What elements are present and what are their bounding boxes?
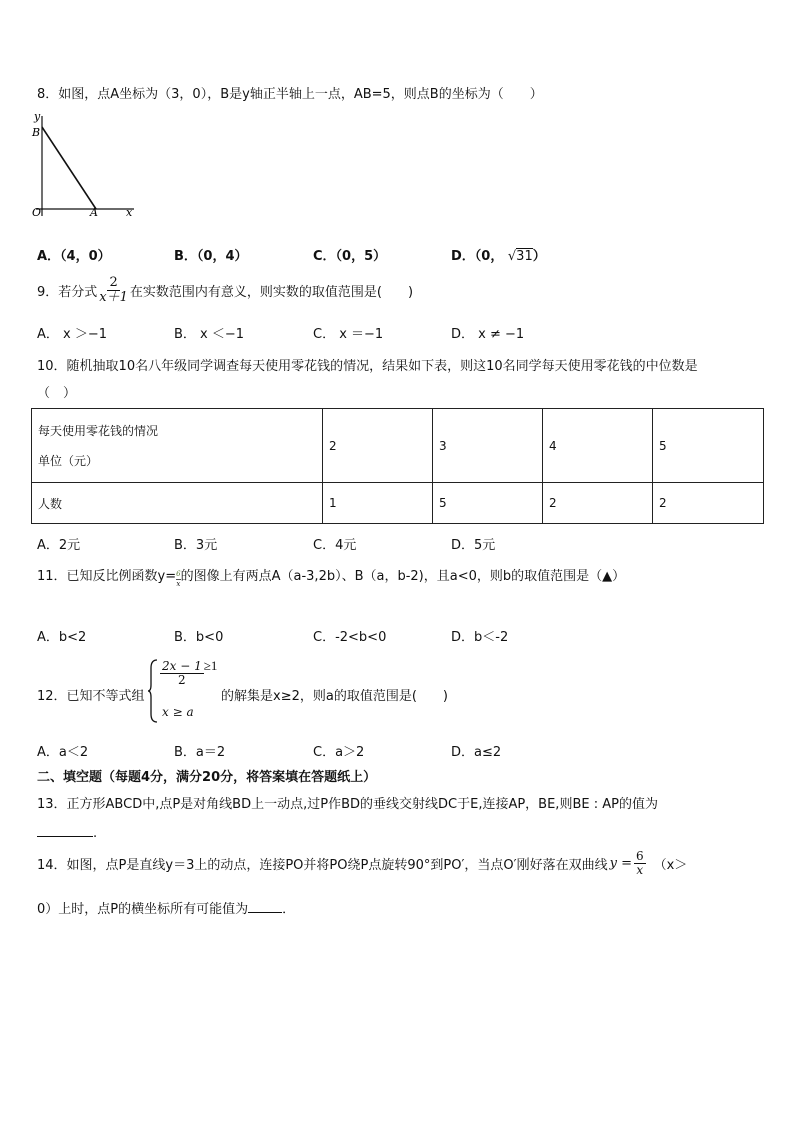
q11-option-a[interactable]: A．b<2 bbox=[37, 630, 87, 645]
q12-ineq2: x ≥ a bbox=[162, 705, 194, 719]
q9-frac-den: x＋1 bbox=[99, 289, 128, 305]
q10-option-a[interactable]: A．2元 bbox=[37, 538, 81, 553]
section-2-title: 二、填空题（每题4分，满分20分，将答案填在答题纸上） bbox=[37, 770, 377, 785]
table-cell: 5 bbox=[653, 409, 764, 483]
q12-prefix: 12．已知不等式组 bbox=[37, 689, 145, 704]
q14-eq-lhs: y = bbox=[609, 855, 632, 871]
q11-frac-den: x bbox=[176, 580, 181, 588]
label-o: O bbox=[32, 206, 42, 219]
table-row bbox=[32, 409, 764, 483]
q10-option-c[interactable]: C．4元 bbox=[313, 538, 357, 553]
q11-option-c[interactable]: C．-2<b<0 bbox=[313, 630, 387, 645]
table-row bbox=[32, 483, 764, 524]
q9-fraction bbox=[97, 276, 130, 304]
q9-option-c[interactable]: C． x ＝−1 bbox=[313, 327, 384, 342]
q14-after: （x＞ bbox=[653, 857, 688, 873]
q9-option-d[interactable]: D． x ≠ −1 bbox=[451, 327, 525, 342]
q8-option-d-label: D．（0， bbox=[451, 249, 504, 264]
q12-ineq1-rel: ≥1 bbox=[203, 658, 218, 674]
brace-icon bbox=[147, 658, 159, 724]
table-cell: 人数 bbox=[32, 483, 323, 524]
q9-prefix: 9．若分式 bbox=[37, 284, 98, 300]
q9-frac-num: 2 bbox=[109, 275, 118, 290]
label-b: B bbox=[32, 126, 41, 139]
q8-option-d-radicand: 31 bbox=[516, 249, 533, 264]
q13-text: 13．正方形ABCD中,点P是对角线BD上一动点,过P作BD的垂线交射线DC于E,连接AP，BE,则BE : AP的值为 bbox=[37, 797, 658, 812]
q9-option-b[interactable]: B． x ＜−1 bbox=[174, 327, 245, 342]
q11-stem bbox=[37, 565, 625, 589]
q13-answer-line[interactable] bbox=[37, 822, 97, 841]
segment-ab bbox=[42, 127, 96, 209]
q14-blank[interactable] bbox=[248, 899, 282, 913]
table-header-line1: 每天使用零花钱的情况 bbox=[38, 423, 159, 438]
q11-option-d[interactable]: D．b＜-2 bbox=[451, 630, 509, 645]
table-cell: 3 bbox=[433, 409, 543, 483]
table-cell: 2 bbox=[323, 409, 433, 483]
q8-option-b[interactable]: B．（0，4） bbox=[174, 249, 248, 264]
q14-prefix: 14．如图，点P是直线y＝3上的动点，连接PO并将PO绕P点旋转90°到PO′，当点O′刚好落在双曲线 bbox=[37, 857, 608, 873]
q14-fraction bbox=[634, 850, 646, 876]
label-a: A bbox=[90, 206, 98, 219]
q8-option-a[interactable]: A．（4，0） bbox=[37, 249, 111, 264]
table-cell: 5 bbox=[433, 483, 543, 524]
q11-suffix: 的图像上有两点A（a-3,2b）、B（a，b-2)，且a<0，则b的取值范围是（▲） bbox=[180, 569, 626, 584]
q10-option-b[interactable]: B．3元 bbox=[174, 538, 218, 553]
q14-end: ． bbox=[282, 902, 296, 917]
q8-figure bbox=[30, 108, 140, 220]
q12-option-a[interactable]: A．a＜2 bbox=[37, 745, 89, 760]
label-x: x bbox=[126, 206, 133, 219]
table-cell: 2 bbox=[543, 483, 653, 524]
q12-ineq1-fraction bbox=[160, 660, 204, 686]
table-cell: 1 bbox=[323, 483, 433, 524]
q12-ineq1 bbox=[160, 660, 217, 686]
q11-option-b[interactable]: B．b<0 bbox=[174, 630, 224, 645]
q8-option-d[interactable] bbox=[451, 245, 546, 264]
q10-paren: （ ） bbox=[37, 386, 77, 401]
label-y: y bbox=[34, 110, 41, 123]
q9-suffix: 在实数范围内有意义，则实数的取值范围是( ) bbox=[129, 284, 414, 300]
q10-table bbox=[31, 408, 764, 524]
q13-end: . bbox=[93, 826, 98, 841]
q13-blank[interactable] bbox=[37, 822, 93, 837]
q11-prefix: 11．已知反比例函数y= bbox=[37, 569, 177, 584]
table-cell: 4 bbox=[543, 409, 653, 483]
q14-frac-num: 6 bbox=[635, 849, 644, 863]
q11-frac-num: 6 bbox=[176, 570, 181, 578]
q8-text: 8．如图，点A坐标为（3，0），B是y轴正半轴上一点，AB=5，则点B的坐标为（ ） bbox=[37, 87, 543, 102]
table-cell: 2 bbox=[653, 483, 764, 524]
q10-text: 10．随机抽取10名八年级同学调查每天使用零花钱的情况，结果如下表，则这10名同学每天使用零花钱的中位数是 bbox=[37, 359, 698, 374]
q10-option-d[interactable]: D．5元 bbox=[451, 538, 496, 553]
q8-option-d-close: ） bbox=[532, 249, 546, 264]
q14-line2-wrap bbox=[37, 898, 295, 917]
q12-option-b[interactable]: B．a＝2 bbox=[174, 745, 226, 760]
q9-stem bbox=[37, 276, 413, 304]
q12-ineq1-num: 2x − 1 bbox=[162, 659, 202, 673]
q14-line1 bbox=[37, 850, 687, 876]
table-header-cell bbox=[32, 409, 323, 483]
q8-option-c[interactable]: C．（0，5） bbox=[313, 249, 387, 264]
table-header-line2: 单位（元） bbox=[38, 453, 99, 468]
q14-frac-den: x bbox=[636, 862, 644, 877]
q12-suffix: 的解集是x≥2，则a的取值范围是( ) bbox=[221, 689, 448, 704]
q12-ineq1-den: 2 bbox=[178, 672, 186, 687]
q14-line2: 0）上时，点P的横坐标所有可能值为 bbox=[37, 902, 249, 917]
sqrt-symbol: √ bbox=[507, 249, 517, 264]
q12-option-d[interactable]: D．a≤2 bbox=[451, 745, 502, 760]
q12-option-c[interactable]: C．a＞2 bbox=[313, 745, 365, 760]
q9-option-a[interactable]: A． x ＞−1 bbox=[37, 327, 108, 342]
